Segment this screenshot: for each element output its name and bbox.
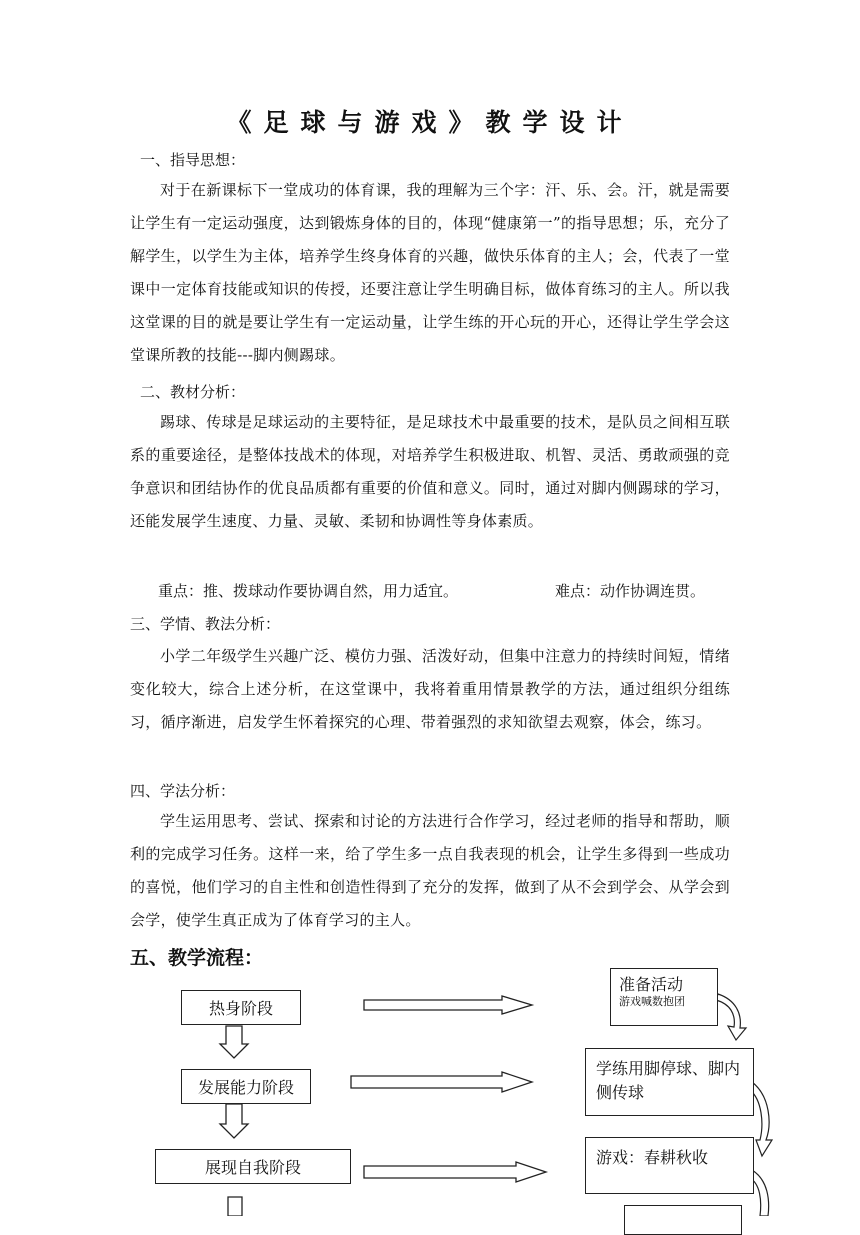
difficulty-text: 难点：动作协调连贯。 <box>555 582 706 600</box>
right-arrow-1 <box>364 996 532 1014</box>
paragraph: 踢球、传球是足球运动的主要特征，是足球技术中最重要的技术，是队员之间相互联系的重要途径，是整体技战术的体现，对培养学生积极进取、机智、灵活、勇敢顽强的竞争意识和团结协作的优良品质都有重要的价值和意义。同时，通过对脚内侧踢球的学习，还能发展学生速度、力量、灵敏、柔韧和协调性等身体素质。 <box>130 413 730 530</box>
stage-box-showcase: 展现自我阶段 <box>155 1149 351 1184</box>
down-arrow-1 <box>220 1026 248 1058</box>
down-arrow-2 <box>220 1104 248 1138</box>
stage-box-ability: 发展能力阶段 <box>181 1069 311 1104</box>
section-heading-material-analysis: 二、教材分析： <box>140 383 246 401</box>
stage-box-warmup: 热身阶段 <box>181 990 301 1025</box>
activity-box-game: 游戏：春耕秋收 <box>585 1137 754 1194</box>
paragraph: 对于在新课标下一堂成功的体育课，我的理解为三个字：汗、乐、会。汗，就是需要让学生有一定运动强度，达到锻炼身体的目的，体现“健康第一”的指导思想；乐，充分了解学生，以学生为主体，培养学生终身体育的兴趣，做快乐体育的主人；会，代表了一堂课中一定体育技能或知识的传授，还要注意让学生明确目标，做体育练习的主人。所以我这堂课的目的就是要让学生有一定运动量，让学生练的开心玩的开心，还得让学生学会这堂课所教的技能---脚内侧踢球。 <box>130 181 730 364</box>
activity-box-passing-practice: 学练用脚停球、脚内侧传球 <box>585 1048 754 1116</box>
section-heading-guiding-thought: 一、指导思想： <box>140 151 246 169</box>
activity-box-preparation <box>610 968 718 1026</box>
activity-box-partial <box>624 1205 742 1235</box>
paragraph: 学生运用思考、尝试、探索和讨论的方法进行合作学习，经过老师的指导和帮助，顺利的完成学习任务。这样一来，给了学生多一点自我表现的机会，让学生多得到一些成功的喜悦，他们学习的自主性和创造性得到了充分的发挥，做到了从不会到学会、从学会到会学，使学生真正成为了体育学习的主人。 <box>130 812 730 929</box>
key-point-text: 重点：推、拨球动作要协调自然，用力适宜。 <box>158 582 459 600</box>
section-heading-study-method: 四、学法分析： <box>130 782 236 800</box>
activity-label: 准备活动 <box>619 975 684 994</box>
down-arrow-3 <box>228 1197 242 1216</box>
right-arrow-2 <box>351 1072 532 1092</box>
curved-arrow-1 <box>716 994 746 1040</box>
section-heading-learner-analysis: 三、学情、教法分析： <box>130 615 281 633</box>
activity-content <box>619 975 685 1009</box>
paragraph: 小学二年级学生兴趣广泛、模仿力强、活泼好动，但集中注意力的持续时间短，情绪变化较大，综合上述分析，在这堂课中，我将着重用情景教学的方法，通过组织分组练习，循序渐进，启发学生怀着探究的心理、带着强烈的求知欲望去观察，体会，练习。 <box>130 647 730 731</box>
activity-note: 游戏喊数抱团 <box>619 995 685 1008</box>
right-arrow-3 <box>364 1162 546 1182</box>
document-title: 《足球与游戏》教学设计 <box>226 108 634 137</box>
section-heading-teaching-flow: 五、教学流程： <box>130 947 264 969</box>
